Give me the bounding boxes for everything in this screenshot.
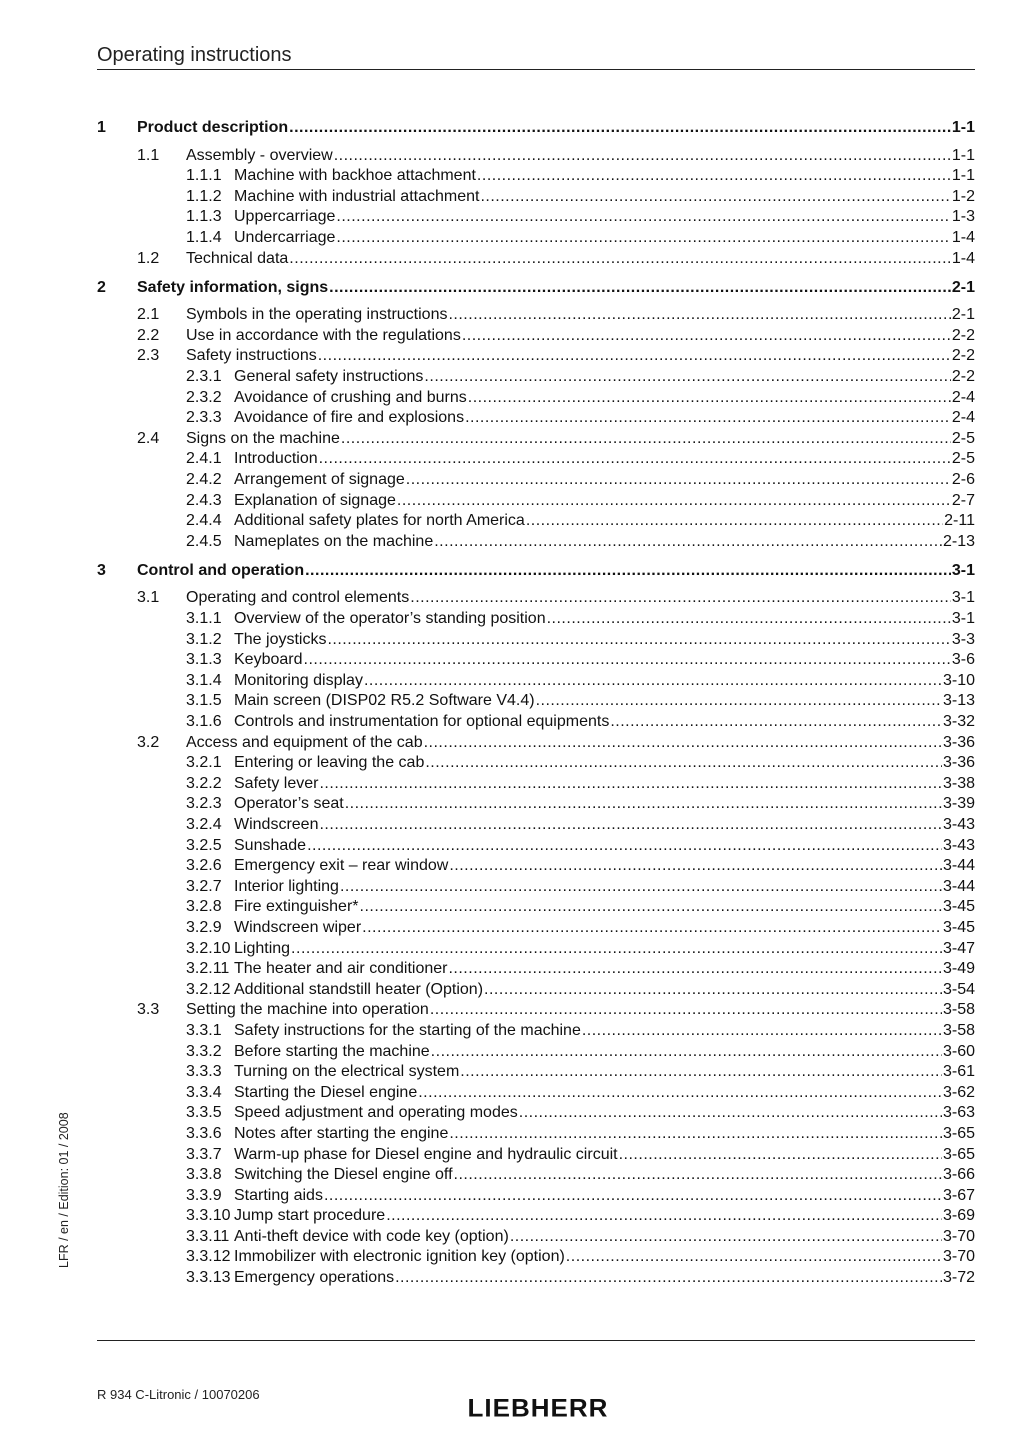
toc-number: 3.2.7: [186, 877, 222, 895]
toc-leader-dots: [324, 1186, 942, 1207]
toc-page-number: 1-3: [951, 208, 975, 226]
header-divider: [97, 69, 975, 70]
document-id: R 934 C-Litronic / 10070206: [97, 1387, 260, 1402]
toc-page-number: 3-58: [942, 1001, 975, 1019]
toc-entry-row[interactable]: [97, 305, 975, 326]
toc-leader-dots: [448, 305, 950, 326]
toc-title: Safety instructions for the starting of the machine: [234, 1021, 581, 1039]
toc-leader-dots: [289, 117, 951, 139]
toc-number: 3.3.12: [186, 1248, 231, 1266]
toc-page-number: 3-44: [942, 857, 975, 875]
toc-chapter-row[interactable]: [97, 277, 975, 299]
toc-leader-dots: [582, 1021, 942, 1042]
toc-leader-dots: [510, 1227, 942, 1248]
toc-entry-row[interactable]: [97, 1268, 975, 1289]
toc-number: 1.1.2: [186, 187, 222, 205]
toc-number: 2.1: [137, 306, 160, 324]
toc-leader-dots: [289, 249, 951, 270]
toc-number: 3.1.3: [186, 651, 222, 669]
toc-number: 3.3.8: [186, 1166, 222, 1184]
toc-title: Explanation of signage: [234, 491, 396, 509]
toc-page-number: 3-62: [942, 1083, 975, 1101]
toc-page-number: 3-66: [942, 1166, 975, 1184]
toc-leader-dots: [449, 856, 942, 877]
toc-title: Product description: [137, 119, 289, 136]
toc-leader-dots: [319, 815, 941, 836]
toc-leader-dots: [477, 166, 951, 187]
toc-page-number: 1-1: [951, 167, 975, 185]
toc-leader-dots: [410, 588, 951, 609]
toc-leader-dots: [519, 1103, 942, 1124]
toc-leader-dots: [610, 712, 942, 733]
toc-title: Machine with backhoe attachment: [234, 167, 476, 185]
toc-page-number: 1-1: [951, 146, 975, 164]
toc-title: General safety instructions: [234, 368, 424, 386]
toc-title: Controls and instrumentation for optional equipments: [234, 713, 610, 731]
toc-number: 3.1.4: [186, 671, 222, 689]
toc-entry-row[interactable]: [97, 897, 975, 918]
toc-entry-row[interactable]: [97, 712, 975, 733]
toc-title: Setting the machine into operation: [186, 1001, 429, 1019]
toc-title: Monitoring display: [234, 671, 363, 689]
toc-entry-row[interactable]: [97, 1165, 975, 1186]
toc-leader-dots: [547, 609, 951, 630]
toc-entry-row[interactable]: [97, 856, 975, 877]
toc-entry-row[interactable]: [97, 980, 975, 1001]
toc-number: 3: [97, 561, 106, 579]
toc-page-number: 3-43: [942, 816, 975, 833]
toc-entry-row[interactable]: [97, 367, 975, 388]
toc-page-number: 1-4: [951, 249, 975, 267]
toc-entry-row[interactable]: [97, 877, 975, 898]
toc-title: The joysticks: [234, 630, 327, 648]
page-title: Operating instructions: [97, 44, 292, 66]
toc-leader-dots: [480, 187, 950, 208]
toc-leader-dots: [291, 939, 942, 960]
toc-leader-dots: [336, 207, 950, 228]
toc-page-number: 3-45: [942, 918, 975, 936]
toc-page-number: 2-4: [951, 409, 975, 427]
toc-page-number: 3-3: [951, 630, 975, 648]
toc-number: 2.4.2: [186, 471, 222, 488]
toc-entry-row[interactable]: [97, 1042, 975, 1063]
toc-title: Switching the Diesel engine off: [234, 1166, 453, 1184]
toc-page-number: 3-10: [942, 671, 975, 689]
toc-page-number: 3-38: [942, 774, 975, 792]
toc-number: 2.4: [137, 429, 160, 447]
toc-entry-row[interactable]: [97, 671, 975, 692]
toc-title: Jump start procedure: [234, 1207, 386, 1225]
toc-number: 3.1.5: [186, 692, 222, 710]
toc-number: 2: [97, 278, 106, 296]
toc-page-number: 3-47: [942, 939, 975, 957]
toc-entry-row[interactable]: [97, 1083, 975, 1104]
toc-title: Avoidance of crushing and burns: [234, 388, 467, 406]
toc-entry-row[interactable]: [97, 630, 975, 651]
toc-number: 3.2.9: [186, 918, 222, 936]
toc-page-number: 1-2: [951, 187, 975, 205]
toc-leader-dots: [334, 146, 951, 167]
toc-page-number: 3-1: [951, 561, 975, 579]
table-of-contents: [97, 117, 975, 1289]
toc-entry-row[interactable]: [97, 249, 975, 270]
toc-title: Technical data: [186, 249, 289, 267]
toc-entry-row[interactable]: [97, 1186, 975, 1207]
toc-title: Main screen (DISP02 R5.2 Software V4.4): [234, 692, 535, 710]
toc-title: Uppercarriage: [234, 208, 336, 226]
toc-page-number: 2-1: [951, 306, 975, 324]
toc-entry-row[interactable]: [97, 691, 975, 712]
toc-page-number: 1-4: [951, 228, 975, 246]
toc-entry-row[interactable]: [97, 815, 975, 836]
toc-entry-row[interactable]: [97, 470, 975, 491]
toc-number: 3.2.12: [186, 980, 231, 998]
toc-title: Access and equipment of the cab: [186, 733, 423, 751]
toc-leader-dots: [462, 326, 951, 347]
toc-page-number: 3-70: [942, 1248, 975, 1266]
toc-number: 1.2: [137, 249, 160, 267]
toc-page-number: 3-36: [942, 754, 975, 772]
toc-number: 3.1: [137, 589, 160, 607]
toc-title: Before starting the machine: [234, 1042, 430, 1060]
toc-entry-row[interactable]: [97, 146, 975, 167]
toc-leader-dots: [304, 650, 951, 671]
toc-page-number: 2-4: [951, 388, 975, 406]
toc-page-number: 3-72: [942, 1269, 975, 1287]
toc-entry-row[interactable]: [97, 408, 975, 429]
toc-page-number: 3-70: [942, 1227, 975, 1245]
toc-page-number: 3-65: [942, 1124, 975, 1142]
toc-page-number: 2-13: [942, 532, 975, 550]
toc-number: 3.3.3: [186, 1063, 222, 1081]
toc-entry-row[interactable]: [97, 650, 975, 671]
toc-number: 2.3: [137, 347, 160, 365]
toc-entry-row[interactable]: [97, 1062, 975, 1083]
toc-entry-row[interactable]: [97, 532, 975, 553]
toc-leader-dots: [364, 671, 942, 692]
toc-page-number: 3-60: [942, 1042, 975, 1060]
toc-leader-dots: [526, 511, 943, 532]
toc-title: Operator’s seat: [234, 795, 344, 813]
toc-number: 3.3.13: [186, 1269, 231, 1287]
toc-entry-row[interactable]: [97, 733, 975, 754]
toc-entry-row[interactable]: [97, 794, 975, 815]
toc-title: Windscreen wiper: [234, 918, 362, 936]
toc-number: 3.1.6: [186, 713, 222, 731]
toc-entry-row[interactable]: [97, 491, 975, 512]
toc-page-number: 2-7: [951, 491, 975, 509]
toc-title: Lighting: [234, 939, 291, 957]
toc-number: 3.3.6: [186, 1124, 222, 1142]
toc-leader-dots: [424, 733, 942, 754]
toc-entry-row[interactable]: [97, 836, 975, 857]
toc-leader-dots: [307, 836, 942, 857]
edition-label: LFR / en / Edition: 01 / 2008: [57, 1112, 71, 1268]
toc-title: Interior lighting: [234, 877, 339, 895]
toc-title: Use in accordance with the regulations: [186, 326, 461, 344]
toc-title: Machine with industrial attachment: [234, 187, 480, 205]
toc-page-number: 3-65: [942, 1145, 975, 1163]
toc-number: 3.2.1: [186, 754, 222, 772]
toc-leader-dots: [319, 774, 941, 795]
toc-page-number: 3-43: [942, 836, 975, 854]
toc-number: 3.3.7: [186, 1145, 222, 1163]
toc-leader-dots: [341, 429, 951, 450]
toc-page-number: 3-63: [942, 1104, 975, 1122]
toc-entry-row[interactable]: [97, 753, 975, 774]
toc-title: Operating and control elements: [186, 589, 410, 607]
toc-leader-dots: [448, 959, 942, 980]
toc-number: 3.2.4: [186, 816, 222, 833]
toc-title: Starting the Diesel engine: [234, 1083, 418, 1101]
toc-number: 2.4.5: [186, 532, 222, 550]
toc-number: 3.3.10: [186, 1207, 231, 1225]
toc-number: 3.3.1: [186, 1021, 222, 1039]
footer-divider: [97, 1340, 975, 1341]
toc-entry-row[interactable]: [97, 1206, 975, 1227]
liebherr-logo: [457, 1393, 619, 1422]
toc-title: Additional safety plates for north America: [234, 512, 525, 530]
toc-entry-row[interactable]: [97, 918, 975, 939]
toc-leader-dots: [329, 277, 951, 299]
toc-title: Windscreen: [234, 816, 319, 833]
toc-title: Safety lever: [234, 774, 319, 792]
toc-page-number: 3-1: [951, 610, 975, 628]
toc-title: Avoidance of fire and explosions: [234, 409, 465, 427]
toc-number: 3.3.9: [186, 1186, 222, 1204]
toc-leader-dots: [468, 388, 951, 409]
toc-leader-dots: [465, 408, 951, 429]
toc-page-number: 3-36: [942, 733, 975, 751]
toc-number: 3.2.10: [186, 939, 231, 957]
toc-page-number: 3-69: [942, 1207, 975, 1225]
toc-title: Safety instructions: [186, 347, 317, 365]
toc-title: Symbols in the operating instructions: [186, 306, 448, 324]
toc-leader-dots: [360, 897, 942, 918]
toc-leader-dots: [536, 691, 942, 712]
toc-leader-dots: [484, 980, 942, 1001]
toc-entry-row[interactable]: [97, 449, 975, 470]
toc-entry-row[interactable]: [97, 166, 975, 187]
toc-leader-dots: [418, 1083, 942, 1104]
toc-number: 3.1.2: [186, 630, 222, 648]
toc-number: 3.2.2: [186, 774, 222, 792]
toc-page-number: 2-2: [951, 347, 975, 365]
toc-leader-dots: [340, 877, 942, 898]
toc-entry-row[interactable]: [97, 1000, 975, 1021]
logo-text: LIEBHERR: [467, 1393, 609, 1422]
toc-number: 3.2.8: [186, 898, 222, 916]
toc-page-number: 3-32: [942, 713, 975, 731]
toc-entry-row[interactable]: [97, 1124, 975, 1145]
toc-number: 1: [97, 119, 106, 136]
toc-entry-row[interactable]: [97, 511, 975, 532]
toc-entry-row[interactable]: [97, 774, 975, 795]
toc-title: Keyboard: [234, 651, 303, 669]
toc-leader-dots: [454, 1165, 942, 1186]
toc-page-number: 3-44: [942, 877, 975, 895]
toc-title: Turning on the electrical system: [234, 1063, 460, 1081]
toc-leader-dots: [305, 560, 951, 582]
toc-number: 3.2: [137, 733, 160, 751]
toc-number: 3.2.11: [186, 960, 230, 978]
toc-leader-dots: [406, 470, 951, 491]
toc-title: Notes after starting the engine: [234, 1124, 449, 1142]
toc-number: 3.1.1: [186, 610, 222, 628]
toc-page-number: 3-39: [942, 795, 975, 813]
toc-page-number: 3-67: [942, 1186, 975, 1204]
toc-leader-dots: [431, 1042, 942, 1063]
toc-number: 1.1.3: [186, 208, 222, 226]
toc-leader-dots: [319, 449, 951, 470]
toc-leader-dots: [619, 1145, 942, 1166]
toc-page-number: 2-1: [951, 278, 975, 296]
toc-entry-row[interactable]: [97, 228, 975, 249]
toc-number: 2.3.2: [186, 388, 222, 406]
toc-entry-row[interactable]: [97, 1247, 975, 1268]
toc-page-number: 2-5: [951, 450, 975, 468]
toc-entry-row[interactable]: [97, 939, 975, 960]
toc-page-number: 3-61: [942, 1063, 975, 1081]
toc-page-number: 3-54: [942, 980, 975, 998]
toc-title: Assembly - overview: [186, 146, 333, 164]
toc-number: 3.2.5: [186, 836, 222, 854]
toc-entry-row[interactable]: [97, 429, 975, 450]
toc-number: 3.2.3: [186, 795, 222, 813]
toc-leader-dots: [397, 491, 951, 512]
toc-leader-dots: [424, 367, 950, 388]
toc-page-number: 3-13: [942, 692, 975, 710]
toc-number: 2.4.4: [186, 512, 222, 530]
toc-chapter-row[interactable]: [97, 560, 975, 582]
toc-title: Nameplates on the machine: [234, 532, 434, 550]
toc-page-number: 3-1: [951, 589, 975, 607]
toc-title: Arrangement of signage: [234, 471, 405, 488]
toc-number: 2.4.3: [186, 491, 222, 509]
toc-page-number: 2-2: [951, 368, 975, 386]
toc-title: Warm-up phase for Diesel engine and hydraulic circuit: [234, 1145, 618, 1163]
toc-entry-row[interactable]: [97, 1145, 975, 1166]
toc-title: Emergency exit – rear window: [234, 857, 449, 875]
toc-entry-row[interactable]: [97, 388, 975, 409]
toc-title: The heater and air conditioner: [234, 960, 448, 978]
toc-leader-dots: [460, 1062, 942, 1083]
toc-leader-dots: [449, 1124, 942, 1145]
toc-leader-dots: [395, 1268, 942, 1289]
toc-page-number: 3-45: [942, 898, 975, 916]
toc-number: 1.1.4: [186, 228, 222, 246]
toc-title: Sunshade: [234, 836, 307, 854]
toc-title: Control and operation: [137, 561, 305, 579]
toc-number: 3.2.6: [186, 857, 222, 875]
toc-leader-dots: [336, 228, 950, 249]
toc-title: Signs on the machine: [186, 429, 340, 447]
toc-title: Fire extinguisher*: [234, 898, 359, 916]
toc-page-number: 1-1: [951, 119, 975, 136]
toc-title: Anti-theft device with code key (option): [234, 1227, 509, 1245]
toc-leader-dots: [425, 753, 942, 774]
toc-entry-row[interactable]: [97, 959, 975, 980]
toc-entry-row[interactable]: [97, 207, 975, 228]
toc-entry-row[interactable]: [97, 1021, 975, 1042]
toc-page-number: 2-5: [951, 429, 975, 447]
toc-title: Safety information, signs: [137, 278, 329, 296]
toc-number: 1.1.1: [186, 167, 222, 185]
toc-title: Speed adjustment and operating modes: [234, 1104, 518, 1122]
toc-title: Immobilizer with electronic ignition key (option): [234, 1248, 565, 1266]
toc-entry-row[interactable]: [97, 609, 975, 630]
toc-leader-dots: [362, 918, 942, 939]
toc-chapter-row[interactable]: [97, 117, 975, 139]
toc-page-number: 3-6: [951, 651, 975, 669]
toc-entry-row[interactable]: [97, 1103, 975, 1124]
toc-number: 2.2: [137, 326, 160, 344]
toc-number: 3.3.11: [186, 1227, 230, 1245]
toc-leader-dots: [434, 532, 942, 553]
toc-leader-dots: [318, 346, 951, 367]
toc-leader-dots: [386, 1206, 942, 1227]
toc-number: 3.3.5: [186, 1104, 222, 1122]
toc-title: Undercarriage: [234, 228, 336, 246]
toc-page-number: 3-58: [942, 1021, 975, 1039]
toc-page-number: 2-11: [944, 512, 975, 530]
toc-title: Starting aids: [234, 1186, 323, 1204]
toc-title: Entering or leaving the cab: [234, 754, 425, 772]
toc-number: 3.3.2: [186, 1042, 222, 1060]
toc-page-number: 2-2: [951, 326, 975, 344]
toc-number: 1.1: [137, 146, 160, 164]
toc-entry-row[interactable]: [97, 346, 975, 367]
toc-title: Introduction: [234, 450, 318, 468]
toc-leader-dots: [566, 1247, 942, 1268]
toc-number: 2.4.1: [186, 450, 222, 468]
toc-page-number: 2-6: [951, 471, 975, 488]
toc-number: 3.3: [137, 1001, 160, 1019]
toc-number: 3.3.4: [186, 1083, 222, 1101]
toc-leader-dots: [327, 630, 950, 651]
toc-leader-dots: [430, 1000, 942, 1021]
toc-leader-dots: [345, 794, 942, 815]
toc-title: Additional standstill heater (Option): [234, 980, 484, 998]
toc-entry-row[interactable]: [97, 588, 975, 609]
toc-title: Emergency operations: [234, 1269, 395, 1287]
toc-number: 2.3.1: [186, 368, 222, 386]
toc-entry-row[interactable]: [97, 187, 975, 208]
toc-entry-row[interactable]: [97, 1227, 975, 1248]
toc-title: Overview of the operator’s standing position: [234, 610, 546, 628]
toc-number: 2.3.3: [186, 409, 222, 427]
toc-page-number: 3-49: [942, 960, 975, 978]
toc-entry-row[interactable]: [97, 326, 975, 347]
